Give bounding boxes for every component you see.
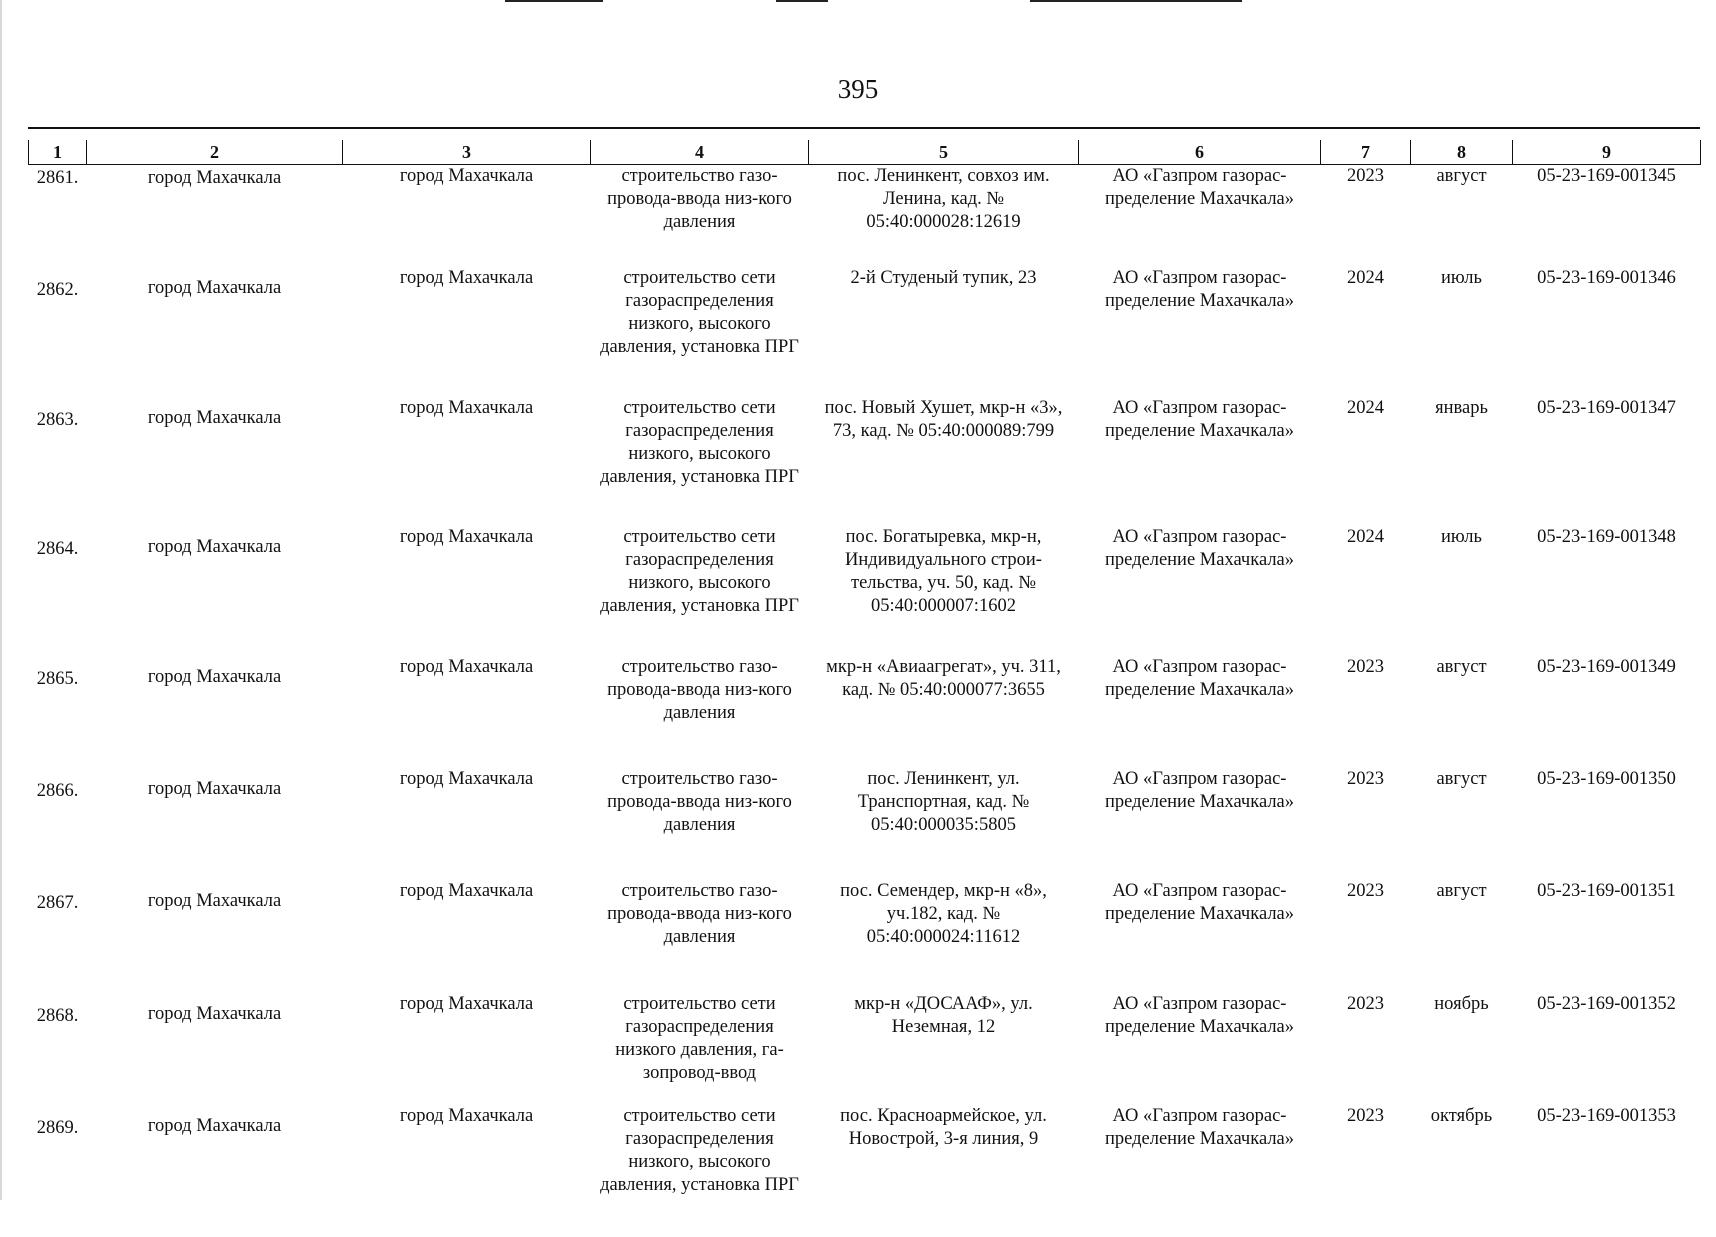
month-cell: июль [1441, 527, 1482, 547]
settlement-cell: город Махачкала [399, 398, 534, 418]
year-cell: 2023 [1347, 166, 1384, 186]
year-cell: 2023 [1347, 1106, 1384, 1126]
month-cell: октябрь [1430, 1106, 1493, 1126]
address-cell: пос. Красноармейское, ул. Новострой, 3-я линия, 9 [840, 1106, 1047, 1149]
work-cell: строительство газо-провода-ввода низ-кого давления [607, 166, 792, 232]
district-cell: город Махачкала [147, 278, 282, 298]
top-rule-mark [505, 0, 603, 2]
organization-cell: АО «Газпром газорас-пределение Махачкала» [1104, 268, 1295, 311]
address-cell: пос. Ленинкент, ул. Транспортная, кад. № 05:40:000035:5805 [857, 769, 1030, 835]
month-cell: июль [1441, 268, 1482, 288]
year-cell: 2024 [1347, 527, 1384, 547]
organization-cell: АО «Газпром газорас-пределение Махачкала» [1104, 769, 1295, 812]
row-number: 2867. [36, 893, 79, 913]
month-cell: август [1436, 769, 1487, 789]
address-cell: пос. Богатыревка, мкр-н, Индивидуального строи-тельства, уч. 50, кад. № 05:40:000007:1602 [845, 527, 1042, 616]
table-row [29, 993, 1701, 1105]
district-cell: город Махачкала [147, 1116, 282, 1136]
organization-cell: АО «Газпром газорас-пределение Махачкала» [1104, 881, 1295, 924]
top-rule-mark [776, 0, 828, 2]
address-cell: пос. Семендер, мкр-н «8», уч.182, кад. № 05:40:000024:11612 [840, 881, 1047, 947]
organization-cell: АО «Газпром газорас-пределение Махачкала» [1104, 994, 1295, 1037]
row-number: 2866. [36, 781, 79, 801]
settlement-cell: город Махачкала [399, 769, 534, 789]
settlement-cell: город Махачкала [399, 268, 534, 288]
month-cell: август [1436, 881, 1487, 901]
district-cell: город Махачкала [147, 408, 282, 428]
settlement-cell: город Махачкала [399, 166, 534, 186]
year-cell: 2024 [1347, 398, 1384, 418]
district-cell: город Махачкала [147, 1004, 282, 1024]
settlement-cell: город Махачкала [399, 657, 534, 677]
work-cell: строительство газо-провода-ввода низ-кого давления [607, 769, 792, 835]
column-header: 2 [87, 140, 343, 165]
settlement-cell: город Махачкала [399, 994, 534, 1014]
year-cell: 2024 [1347, 268, 1384, 288]
column-number-header [29, 140, 1701, 165]
settlement-cell: город Махачкала [399, 527, 534, 547]
code-cell: 05-23-169-001352 [1537, 994, 1676, 1014]
page-number: 395 [837, 74, 879, 104]
month-cell: август [1436, 657, 1487, 677]
organization-cell: АО «Газпром газорас-пределение Махачкала» [1104, 527, 1295, 570]
address-cell: мкр-н «ДОСААФ», ул. Неземная, 12 [854, 994, 1033, 1037]
work-cell: строительство сети газораспределения низкого, высокого давления, установка ПРГ [600, 398, 799, 487]
settlement-cell: город Махачкала [399, 1106, 534, 1126]
code-cell: 05-23-169-001345 [1537, 166, 1676, 186]
table-row [29, 768, 1701, 880]
table-row [29, 165, 1701, 268]
register-table [28, 140, 1701, 1237]
address-cell: мкр-н «Авиаагрегат», уч. 311, кад. № 05:40:000077:3655 [826, 657, 1061, 700]
column-header: 1 [29, 140, 87, 165]
code-cell: 05-23-169-001350 [1537, 769, 1676, 789]
district-cell: город Махачкала [147, 537, 282, 557]
work-cell: строительство газо-провода-ввода низ-кого давления [607, 657, 792, 723]
column-header: 4 [591, 140, 809, 165]
column-header: 5 [809, 140, 1079, 165]
year-cell: 2023 [1347, 657, 1384, 677]
code-cell: 05-23-169-001348 [1537, 527, 1676, 547]
organization-cell: АО «Газпром газорас-пределение Махачкала» [1104, 398, 1295, 441]
table-row [29, 880, 1701, 993]
address-cell: пос. Новый Хушет, мкр-н «3», 73, кад. № 05:40:000089:799 [824, 398, 1063, 441]
code-cell: 05-23-169-001351 [1537, 881, 1676, 901]
table-row [29, 1105, 1701, 1237]
table-row [29, 397, 1701, 526]
year-cell: 2023 [1347, 881, 1384, 901]
column-header: 7 [1321, 140, 1411, 165]
organization-cell: АО «Газпром газорас-пределение Махачкала» [1104, 1106, 1295, 1149]
work-cell: строительство сети газораспределения низкого, высокого давления, установка ПРГ [600, 527, 799, 616]
address-cell: 2-й Студеный тупик, 23 [850, 268, 1037, 288]
code-cell: 05-23-169-001347 [1537, 398, 1676, 418]
month-cell: ноябрь [1434, 994, 1489, 1014]
row-number: 2862. [36, 280, 79, 300]
row-number: 2865. [36, 669, 79, 689]
settlement-cell: город Махачкала [399, 881, 534, 901]
table-row [29, 526, 1701, 656]
work-cell: строительство сети газораспределения низкого давления, га-зопровод-ввод [615, 994, 784, 1083]
district-cell: город Махачкала [147, 168, 282, 188]
year-cell: 2023 [1347, 769, 1384, 789]
scan-edge [0, 0, 2, 1200]
row-number: 2868. [36, 1006, 79, 1026]
table-row [29, 656, 1701, 768]
row-number: 2861. [36, 168, 79, 188]
year-cell: 2023 [1347, 994, 1384, 1014]
organization-cell: АО «Газпром газорас-пределение Махачкала» [1104, 166, 1295, 209]
address-cell: пос. Ленинкент, совхоз им. Ленина, кад. № 05:40:000028:12619 [837, 166, 1050, 232]
month-cell: январь [1435, 398, 1488, 418]
column-header: 8 [1411, 140, 1513, 165]
work-cell: строительство газо-провода-ввода низ-кого давления [607, 881, 792, 947]
row-number: 2869. [36, 1118, 79, 1138]
column-header: 6 [1079, 140, 1321, 165]
code-cell: 05-23-169-001346 [1537, 268, 1676, 288]
table-top-rule [28, 127, 1700, 129]
top-rule-mark [1030, 0, 1242, 2]
row-number: 2864. [36, 539, 79, 559]
month-cell: август [1436, 166, 1487, 186]
organization-cell: АО «Газпром газорас-пределение Махачкала» [1104, 657, 1295, 700]
work-cell: строительство сети газораспределения низкого, высокого давления, установка ПРГ [600, 268, 799, 357]
column-header: 9 [1513, 140, 1701, 165]
column-header: 3 [343, 140, 591, 165]
table-row [29, 267, 1701, 397]
row-number: 2863. [36, 410, 79, 430]
work-cell: строительство сети газораспределения низкого, высокого давления, установка ПРГ [600, 1106, 799, 1195]
district-cell: город Махачкала [147, 667, 282, 687]
code-cell: 05-23-169-001353 [1537, 1106, 1676, 1126]
district-cell: город Махачкала [147, 779, 282, 799]
code-cell: 05-23-169-001349 [1537, 657, 1676, 677]
district-cell: город Махачкала [147, 891, 282, 911]
